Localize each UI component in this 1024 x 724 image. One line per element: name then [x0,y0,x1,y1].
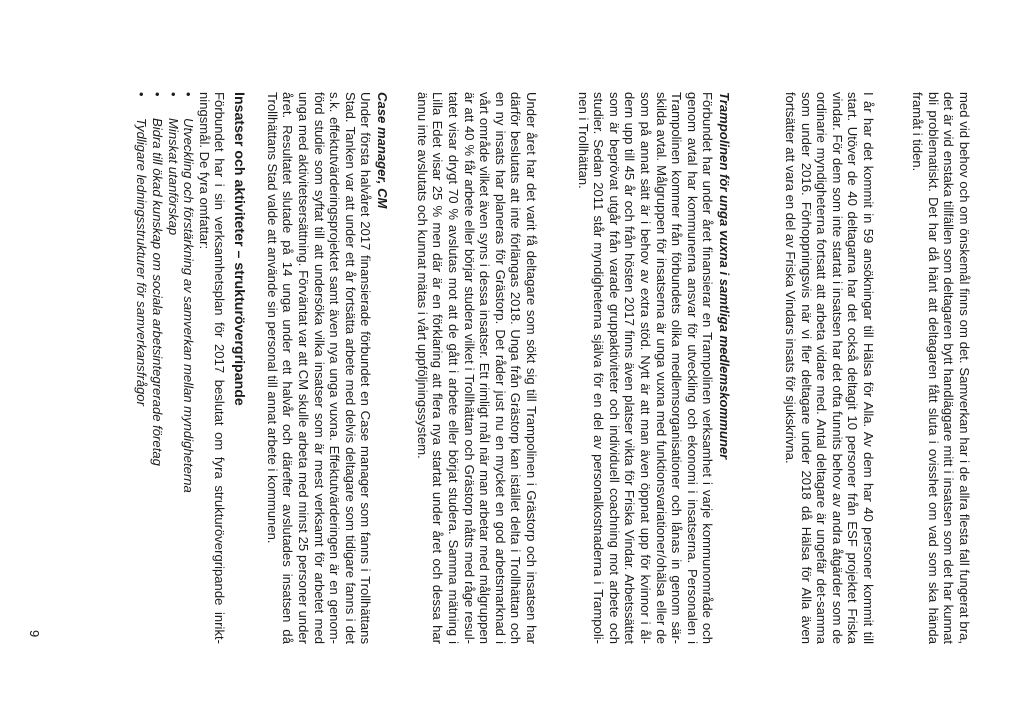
paragraph-insatser-intro: Förbundet har i sin verksamhetsplan för 2017 beslutat om fyra strukturövergripande inrikt-ningsmål. De fyra omfattar: [196,92,228,644]
bullet-item: • Minskat utanförskap [165,118,181,644]
bullet-item: • Bidra till ökad kunskap om sociala arbetsintegrerade företag [149,118,165,644]
section-case-manager [264,92,390,644]
paragraph-halsa-for-alla: I år har det kommit in 59 ansökningar till Hälsa för Alla. Av dem har 40 personer kommit till start. Utöver de 40 deltagarna har det också deltagit 10 personer från ESF projektet Friska vindar. För dem som inte startat i insatsen har det ofta funnits behov av andra åtgärder som de ordinarie myndigheterna fortsatt att arbeta vidare med. Antal deltagare är ungefär det-samma som under 2016. Förhoppningsvis när vi fler deltagare under 2018 då Hälsa för Alla även fortsätter att vara en del av Friska Vindars insats för sjukskrivna. [783,92,876,644]
bullet-item: • Tydligare ledningsstrukturer för samverkansfrågor [134,118,150,644]
paragraph-samverkan: med vid behov och om önskemål finns om det. Samverkan har i de allra flesta fall fungerat bra, det är vid enstaka tillfällen som deltagaren bytt handläggare mitt i insatsen som det har kunnat bli problematiskt. Det har då hänt att deltagaren fått sluta i ovisshet om vad som ska hända framåt i tiden. [910,92,972,644]
page-number: 9 [27,630,42,638]
heading-trampolinen: Trampolinen för unga vuxna i samtliga medlemskommuner [717,92,732,460]
heading-insatser: Insatser och aktiviteter – strukturövergripande [231,92,247,406]
section-trampolinen [575,92,732,644]
bullet-list [134,92,196,644]
bullet-item: • Utveckling och förstärkning av samverkan mellan myndigheterna [181,118,197,644]
paragraph-case-manager: Under första halvåret 2017 finansierade förbundet en Case manager som fanns i Trollhättans Stad. Tanken var att under ett år fortsätta arbete med delvis deltagare som tidigare fanns i det s.k. effektutvärderingsprojektet samt även nya unga vuxna. Effektutvärderingen är en genom-förd studie som syftat till att undersöka vilka insatser som är mest verksamt för arbetet med unga med aktivitetsersättning. Förväntat var att CM skulle arbeta med minst 25 personer under året. Resultatet slutade på 14 unga under ett halvår och därefter avslutades insatsen då Trollhättans Stad valde att använde sin personal till annat arbete i kommunen. [264,92,374,644]
section-insatser [134,92,246,644]
paragraph-trampolinen-results: Under året har det varit få deltagare som sökt sig till Trampolinen i Grästorp och insatsen har därför beslutats att inte förlängas 2018. Unga från Grästorp kan istället delta i Trollhättan och en ny insats har planeras för Grästorp. Det råder just nu en mycket en god arbetsmarknad i vårt område vilket även syns i dessa insatser. Ett rimligt mål när man arbetar med målgruppen är att 40 % får arbete eller börjar studera vilket i Trollhättan och Grästorp nåtts med råge resul-tatet visar drygt 70 % avslutas mot att de gått i arbete eller börjat studera. Samma mätning i Lilla Edet visar 25 % men där är en förklaring att flera nya startat under året och dessa har ännu inte avslutats och kunnat mätas i vårt uppföljningssystem. [414,92,539,644]
heading-case-manager: Case manager, CM [375,92,390,209]
paragraph-trampolinen-intro: Förbundet har under året finansierar en Trampolinen verksamhet i varje kommunområde och genom avtal har kommunerna ansvar för utveckling och ekonomi i insatserna. Personalen i Trampolinen kommer från förbundets olika medlemsorganisationer och lånas in genom sär-skilda avtal. Målgruppen för insatserna är unga vuxna med funktionsvariationer/ohälsa eller de som på annat sätt är i behov av extra stöd. Nytt är att man även öppnat upp för kvinnor i ål-dern upp till 45 år och från hösten 2017 finns även platser vikta för Friska Vindar. Arbetssättet som är beprövat utgår från varade gruppaktiviteter och individuell coachning mot arbete och studier. Sedan 2011 står myndigheterna själva för en del av personalkostnaderna i Trampoli-nen i Trollhättan. [575,92,716,644]
